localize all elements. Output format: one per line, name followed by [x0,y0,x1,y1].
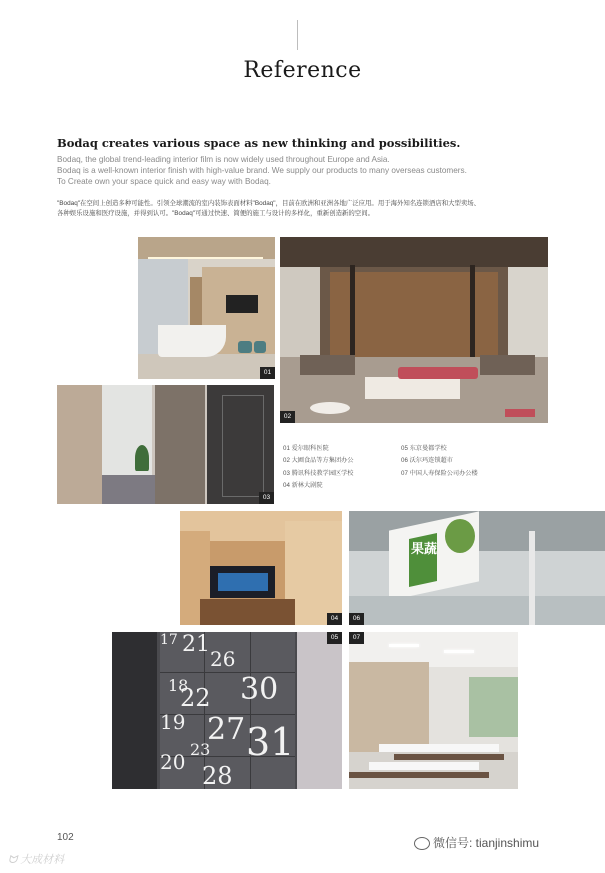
caption-item: 07 中国人寿保险公司办公楼 [401,469,478,477]
wall-number: 20 [160,750,186,774]
photo-06-supermarket [349,511,605,625]
photo-07-open-office [349,632,518,789]
photo-03-office [57,385,274,504]
wall-number: 18 [168,676,189,695]
caption-item: 02 大圃食品等方集团办公 [283,457,354,465]
intro-cn-line: 各种娱乐设施和医疗设施，并得到认可。"Bodaq"可通过快速、简便的施工与设计的多样化，重新创造新的空间。 [57,210,374,217]
caption-item: 01 爱尔眼科医院 [283,445,329,452]
photo-badge: 07 [349,632,364,644]
intro-english [57,154,557,187]
wall-number: 19 [160,710,186,734]
intro-en-line: Bodaq, the global trend-leading interior film is now widely used throughout Europe and Asia. [57,155,390,164]
wall-number: 30 [240,672,279,707]
wall-number: 17 [160,632,178,648]
photo-01-reception [138,237,275,379]
photo-badge: 06 [349,613,364,625]
page-number: 102 [57,832,74,843]
caption-item: 03 腾讯科技教学园区学校 [283,469,354,477]
wall-number: 26 [210,647,236,671]
photo-badge: 04 [327,613,342,625]
caption-item: 05 东京曼都学校 [401,445,447,452]
caption-item: 04 新林大剧院 [283,481,323,489]
intro-en-line: To Create own your space quick and easy way with Bodaq. [57,177,271,186]
photo-badge: 01 [260,367,275,379]
wall-number: 22 [180,684,211,712]
section-heading: Bodaq creates various space as new thinking and possibilities. [57,136,461,150]
wechat-text: 微信号: tianjinshimu [433,836,540,850]
wall-number: 31 [246,720,295,764]
captions-left [283,443,353,492]
photo-05-locker-wall [112,632,342,789]
wall-number: 28 [202,762,233,789]
wechat-icon [414,837,430,850]
photo-04-theater [180,511,342,625]
store-sign: 果蔬 [410,541,437,556]
intro-en-line: Bodaq is a well-known interior finish with high-value brand. We supply our products to many overseas customers. [57,166,467,175]
intro-cn-line: "Bodaq"在空间上创造多种可能性。引领全球潮流的室内装饰表面材料"Bodaq"，目前在欧洲和亚洲各地广泛应用。用于海外知名连锁酒店和大型卖场、 [57,200,481,207]
top-divider [297,20,298,50]
wall-number: 21 [182,632,210,657]
photo-badge: 03 [259,492,274,504]
captions-right [401,443,478,480]
photo-02-lobby [280,237,548,423]
wechat-id [414,834,539,851]
page-title: Reference [243,58,362,83]
watermark-text: 大成材料 [20,854,65,866]
photo-badge: 02 [280,411,295,423]
caption-item: 06 沃尔玛连锁超市 [401,457,453,465]
wall-number: 27 [207,712,246,747]
wall-number: 23 [190,740,211,759]
watermark [8,851,64,867]
intro-chinese [57,199,527,219]
photo-badge: 05 [327,632,342,644]
watermark-icon: ᗢ [8,854,21,866]
